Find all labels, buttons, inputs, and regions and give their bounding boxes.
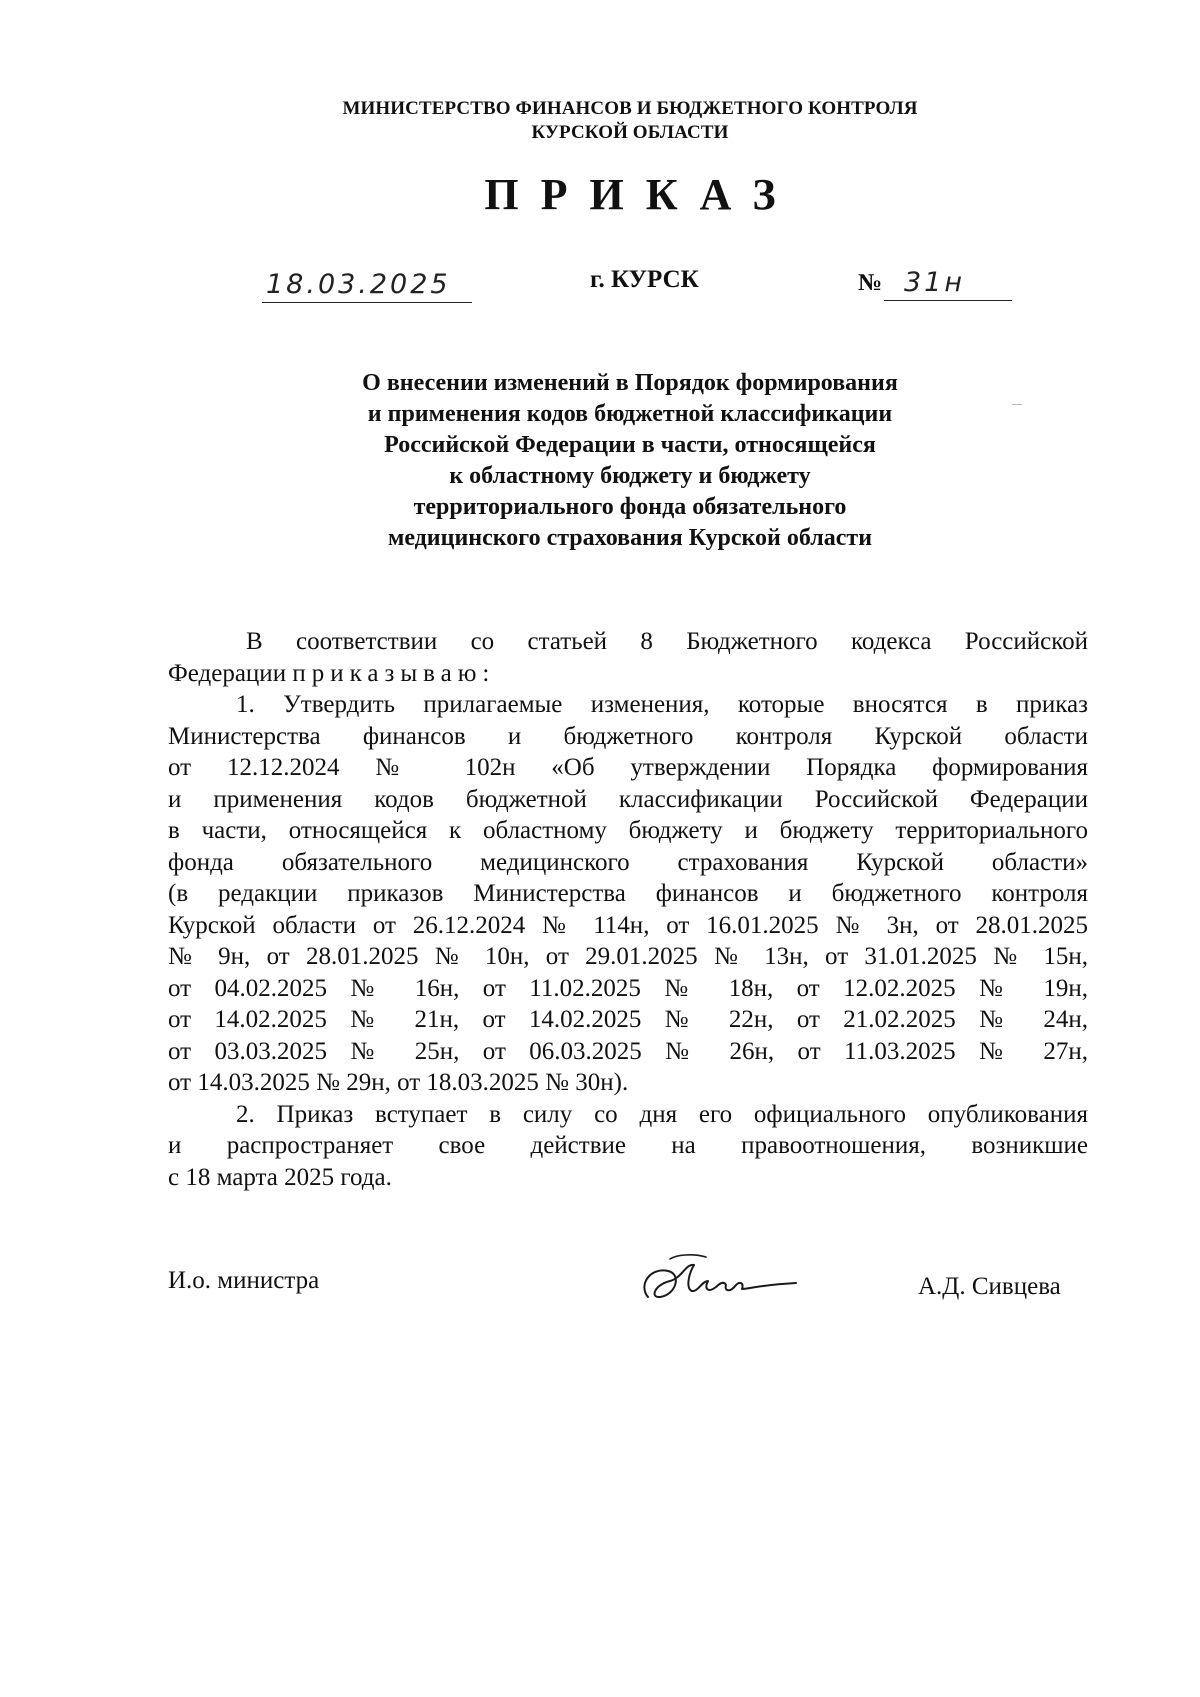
item1-line: от 14.03.2025 № 29н, от 18.03.2025 № 30н).	[168, 1069, 629, 1096]
item1-line: № 9н, от 28.01.2025 № 10н, от 29.01.2025 № 13н, от 31.01.2025 № 15н,	[168, 943, 1088, 970]
preamble-line: В соответствии со статьей 8 Бюджетного кодекса Российской	[246, 628, 1088, 655]
city-label: г. КУРСК	[590, 266, 699, 293]
number-field	[884, 262, 1012, 301]
item1-line: от 03.03.2025 № 25н, от 06.03.2025 № 26н, от 11.03.2025 № 27н,	[168, 1037, 1088, 1065]
item1-line: (в редакции приказов Министерства финансов и бюджетного контроля	[168, 880, 1088, 907]
ministry-name-line1: МИНИСТЕРСТВО ФИНАНСОВ И БЮДЖЕТНОГО КОНТРОЛЯ	[342, 98, 918, 119]
handwritten-number: 31н	[904, 267, 966, 298]
ministry-header	[260, 97, 1000, 145]
signer-name: А.Д. Сивцева	[918, 1273, 1061, 1300]
document-type-title: ПРИКАЗ	[484, 170, 798, 219]
preamble-prefix: Федерации	[168, 659, 287, 687]
item1-line: в части, относящейся к областному бюджету и бюджету территориального	[168, 817, 1088, 844]
order-body	[168, 626, 1088, 1193]
preamble-command: приказываю:	[292, 659, 496, 687]
item1-line: Курской области от 26.12.2024 № 114н, от 16.01.2025 № 3н, от 28.01.2025	[168, 911, 1088, 939]
item1-line: 1. Утвердить прилагаемые изменения, которые вносятся в приказ	[236, 691, 1088, 718]
item2-line: 2. Приказ вступает в силу со дня его официального опубликования	[236, 1100, 1088, 1128]
item1-line: Министерства финансов и бюджетного контроля Курской области	[168, 722, 1088, 750]
subject-line: территориального фонда обязательного	[413, 494, 847, 520]
subject-line: О внесении изменений в Порядок формирования	[362, 370, 898, 396]
order-subject	[230, 368, 1030, 554]
subject-line: медицинского страхования Курской области	[387, 525, 873, 551]
handwritten-date: 18.03.2025	[266, 269, 451, 300]
item2-line: с 18 марта 2025 года.	[168, 1163, 392, 1191]
preamble-line	[168, 658, 1088, 690]
date-field	[262, 262, 472, 303]
item1-line: от 04.02.2025 № 16н, от 11.02.2025 № 18н, от 12.02.2025 № 19н,	[168, 974, 1088, 1002]
item1-line: фонда обязательного медицинского страхования Курской области»	[168, 848, 1088, 876]
number-label: №	[858, 270, 883, 296]
signer-title: И.о. министра	[168, 1267, 320, 1294]
item1-line: и применения кодов бюджетной классификации Российской Федерации	[168, 785, 1088, 813]
subject-line: и применения кодов бюджетной классификации	[367, 401, 893, 427]
subject-line: к областному бюджету и бюджету	[449, 463, 811, 489]
handwritten-signature	[630, 1245, 800, 1315]
ministry-name-line2: КУРСКОЙ ОБЛАСТИ	[531, 122, 729, 143]
item1-line: от 14.02.2025 № 21н, от 14.02.2025 № 22н, от 21.02.2025 № 24н,	[168, 1006, 1088, 1033]
item2-line: и распространяет свое действие на правоотношения, возникшие	[168, 1132, 1088, 1159]
item1-line: от 12.12.2024 № 102н «Об утверждении Порядка формирования	[168, 754, 1088, 781]
subject-line: Российской Федерации в части, относящейся	[384, 432, 876, 458]
